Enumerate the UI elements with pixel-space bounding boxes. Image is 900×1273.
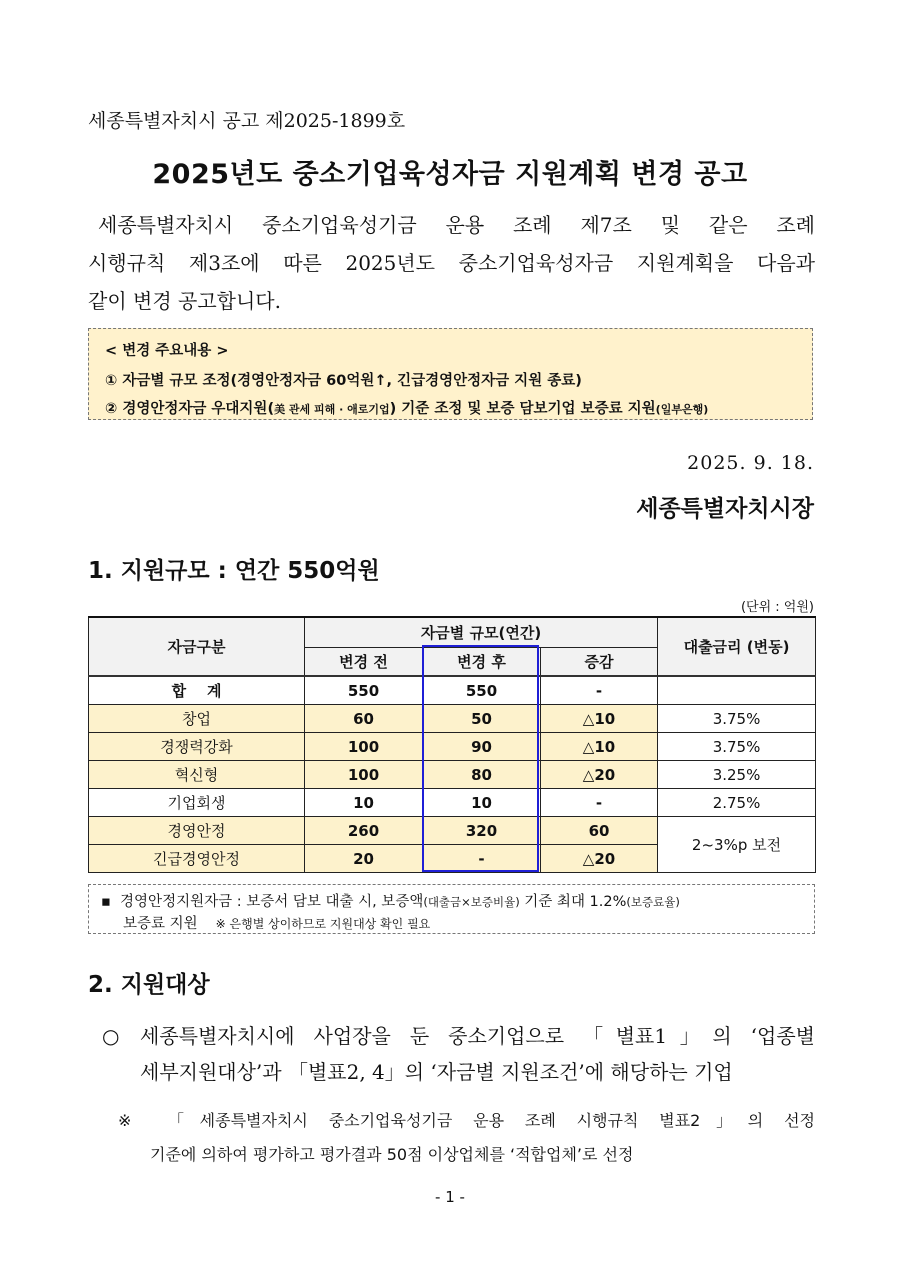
row-after: 90 (423, 733, 541, 761)
page-number: - 1 - (435, 1188, 465, 1206)
change-item-2-rest: ) 기준 조정 및 보증 담보기업 보증료 지원 (389, 401, 656, 417)
header-before: 변경 전 (305, 648, 423, 677)
row-category: 창업 (89, 705, 305, 733)
row-after: - (423, 845, 541, 873)
notice-number: 세종특별자치시 공고 제2025-1899호 (88, 110, 406, 132)
row-before: 260 (305, 817, 423, 845)
total-label: 합 계 (89, 676, 305, 705)
row-rate-merged: 2~3%p 보전 (658, 817, 816, 873)
table-row (89, 789, 816, 817)
table-row (89, 705, 816, 733)
row-diff: - (541, 789, 658, 817)
row-category: 기업회생 (89, 789, 305, 817)
total-diff: - (541, 676, 658, 705)
row-rate: 3.75% (658, 705, 816, 733)
change-summary-heading: < 변경 주요내용 > (105, 343, 229, 359)
note-line-1 (101, 890, 680, 911)
row-category: 긴급경영안정 (89, 845, 305, 873)
row-before: 100 (305, 761, 423, 789)
header-scale: 자금별 규모(연간) (305, 617, 658, 648)
intro-paragraph (88, 206, 815, 320)
row-before: 100 (305, 733, 423, 761)
row-diff: △10 (541, 733, 658, 761)
note-line-2 (123, 912, 430, 933)
intro-line-1: 세종특별자치시 중소기업육성기금 운용 조례 제7조 및 같은 조례 (98, 213, 815, 237)
change-item-1: ① 자금별 규모 조정(경영안정자금 60억원↑, 긴급경영안정자금 지원 종료) (105, 373, 582, 389)
table-row-total (89, 676, 816, 705)
row-category: 경쟁력강화 (89, 733, 305, 761)
row-category: 혁신형 (89, 761, 305, 789)
total-after: 550 (423, 676, 541, 705)
section-2-heading: 2. 지원대상 (88, 972, 210, 998)
note-small-2: (보증료율) (626, 895, 680, 909)
row-after: 320 (423, 817, 541, 845)
criteria-line-2: 기준에 의하여 평가하고 평가결과 50점 이상업체를 ‘적합업체’로 선정 (150, 1145, 634, 1164)
total-rate (658, 676, 816, 705)
change-item-2-small: 美 관세 피해 · 애로기업 (274, 403, 390, 416)
row-before: 60 (305, 705, 423, 733)
row-before: 10 (305, 789, 423, 817)
page-title: 2025년도 중소기업육성자금 지원계획 변경 공고 (152, 159, 748, 190)
note-text-1: 경영안정지원자금 : 보증서 담보 대출 시, 보증액 (120, 894, 424, 910)
row-diff: 60 (541, 817, 658, 845)
intro-line-3: 같이 변경 공고합니다. (88, 289, 281, 313)
signer-name: 세종특별자치시장 (636, 496, 814, 522)
table-row (89, 817, 816, 845)
note-text-3: 보증료 지원 (123, 916, 198, 932)
change-summary-box (88, 328, 813, 420)
row-diff: △10 (541, 705, 658, 733)
square-bullet-icon: ▪ (101, 894, 111, 910)
row-after: 80 (423, 761, 541, 789)
row-after: 10 (423, 789, 541, 817)
criteria-line-1: ※ 「세종특별자치시 중소기업육성기금 운용 조례 시행규칙 별표2」의 선정 (118, 1111, 815, 1130)
target-line-2: 세부지원대상’과 「별표2, 4」의 ‘자금별 지원조건’에 해당하는 기업 (140, 1060, 733, 1084)
note-tip: ※ 은행별 상이하므로 지원대상 확인 필요 (215, 917, 431, 931)
header-rate: 대출금리 (변동) (658, 617, 816, 676)
note-text-2: 기준 최대 1.2% (519, 894, 627, 910)
guarantee-note-box (88, 884, 815, 934)
total-before: 550 (305, 676, 423, 705)
row-rate: 3.75% (658, 733, 816, 761)
change-item-2-tail: (일부은행) (655, 403, 709, 416)
row-diff: △20 (541, 761, 658, 789)
notice-date: 2025. 9. 18. (687, 452, 814, 474)
table-unit-label: (단위 : 억원) (740, 600, 814, 615)
row-category: 경영안정 (89, 817, 305, 845)
change-item-2-main: ② 경영안정자금 우대지원( (105, 401, 275, 417)
section-1-heading: 1. 지원규모 : 연간 550억원 (88, 558, 380, 584)
target-line-1: 세종특별자치시에 사업장을 둔 중소기업으로 「별표1」의 ‘업종별 (140, 1024, 815, 1048)
row-rate: 3.25% (658, 761, 816, 789)
circle-bullet-icon: ○ (102, 1024, 120, 1048)
intro-line-2: 시행규칙 제3조에 따른 2025년도 중소기업육성자금 지원계획을 다음과 (88, 251, 815, 275)
row-diff: △20 (541, 845, 658, 873)
row-rate: 2.75% (658, 789, 816, 817)
header-category: 자금구분 (89, 617, 305, 676)
note-small-1: (대출금×보증비율) (423, 895, 520, 909)
row-after: 50 (423, 705, 541, 733)
header-diff: 증감 (541, 648, 658, 677)
table-row (89, 761, 816, 789)
table-row (89, 733, 816, 761)
row-before: 20 (305, 845, 423, 873)
fund-scale-table (88, 616, 816, 873)
change-item-2 (105, 397, 708, 418)
header-after: 변경 후 (423, 648, 541, 677)
